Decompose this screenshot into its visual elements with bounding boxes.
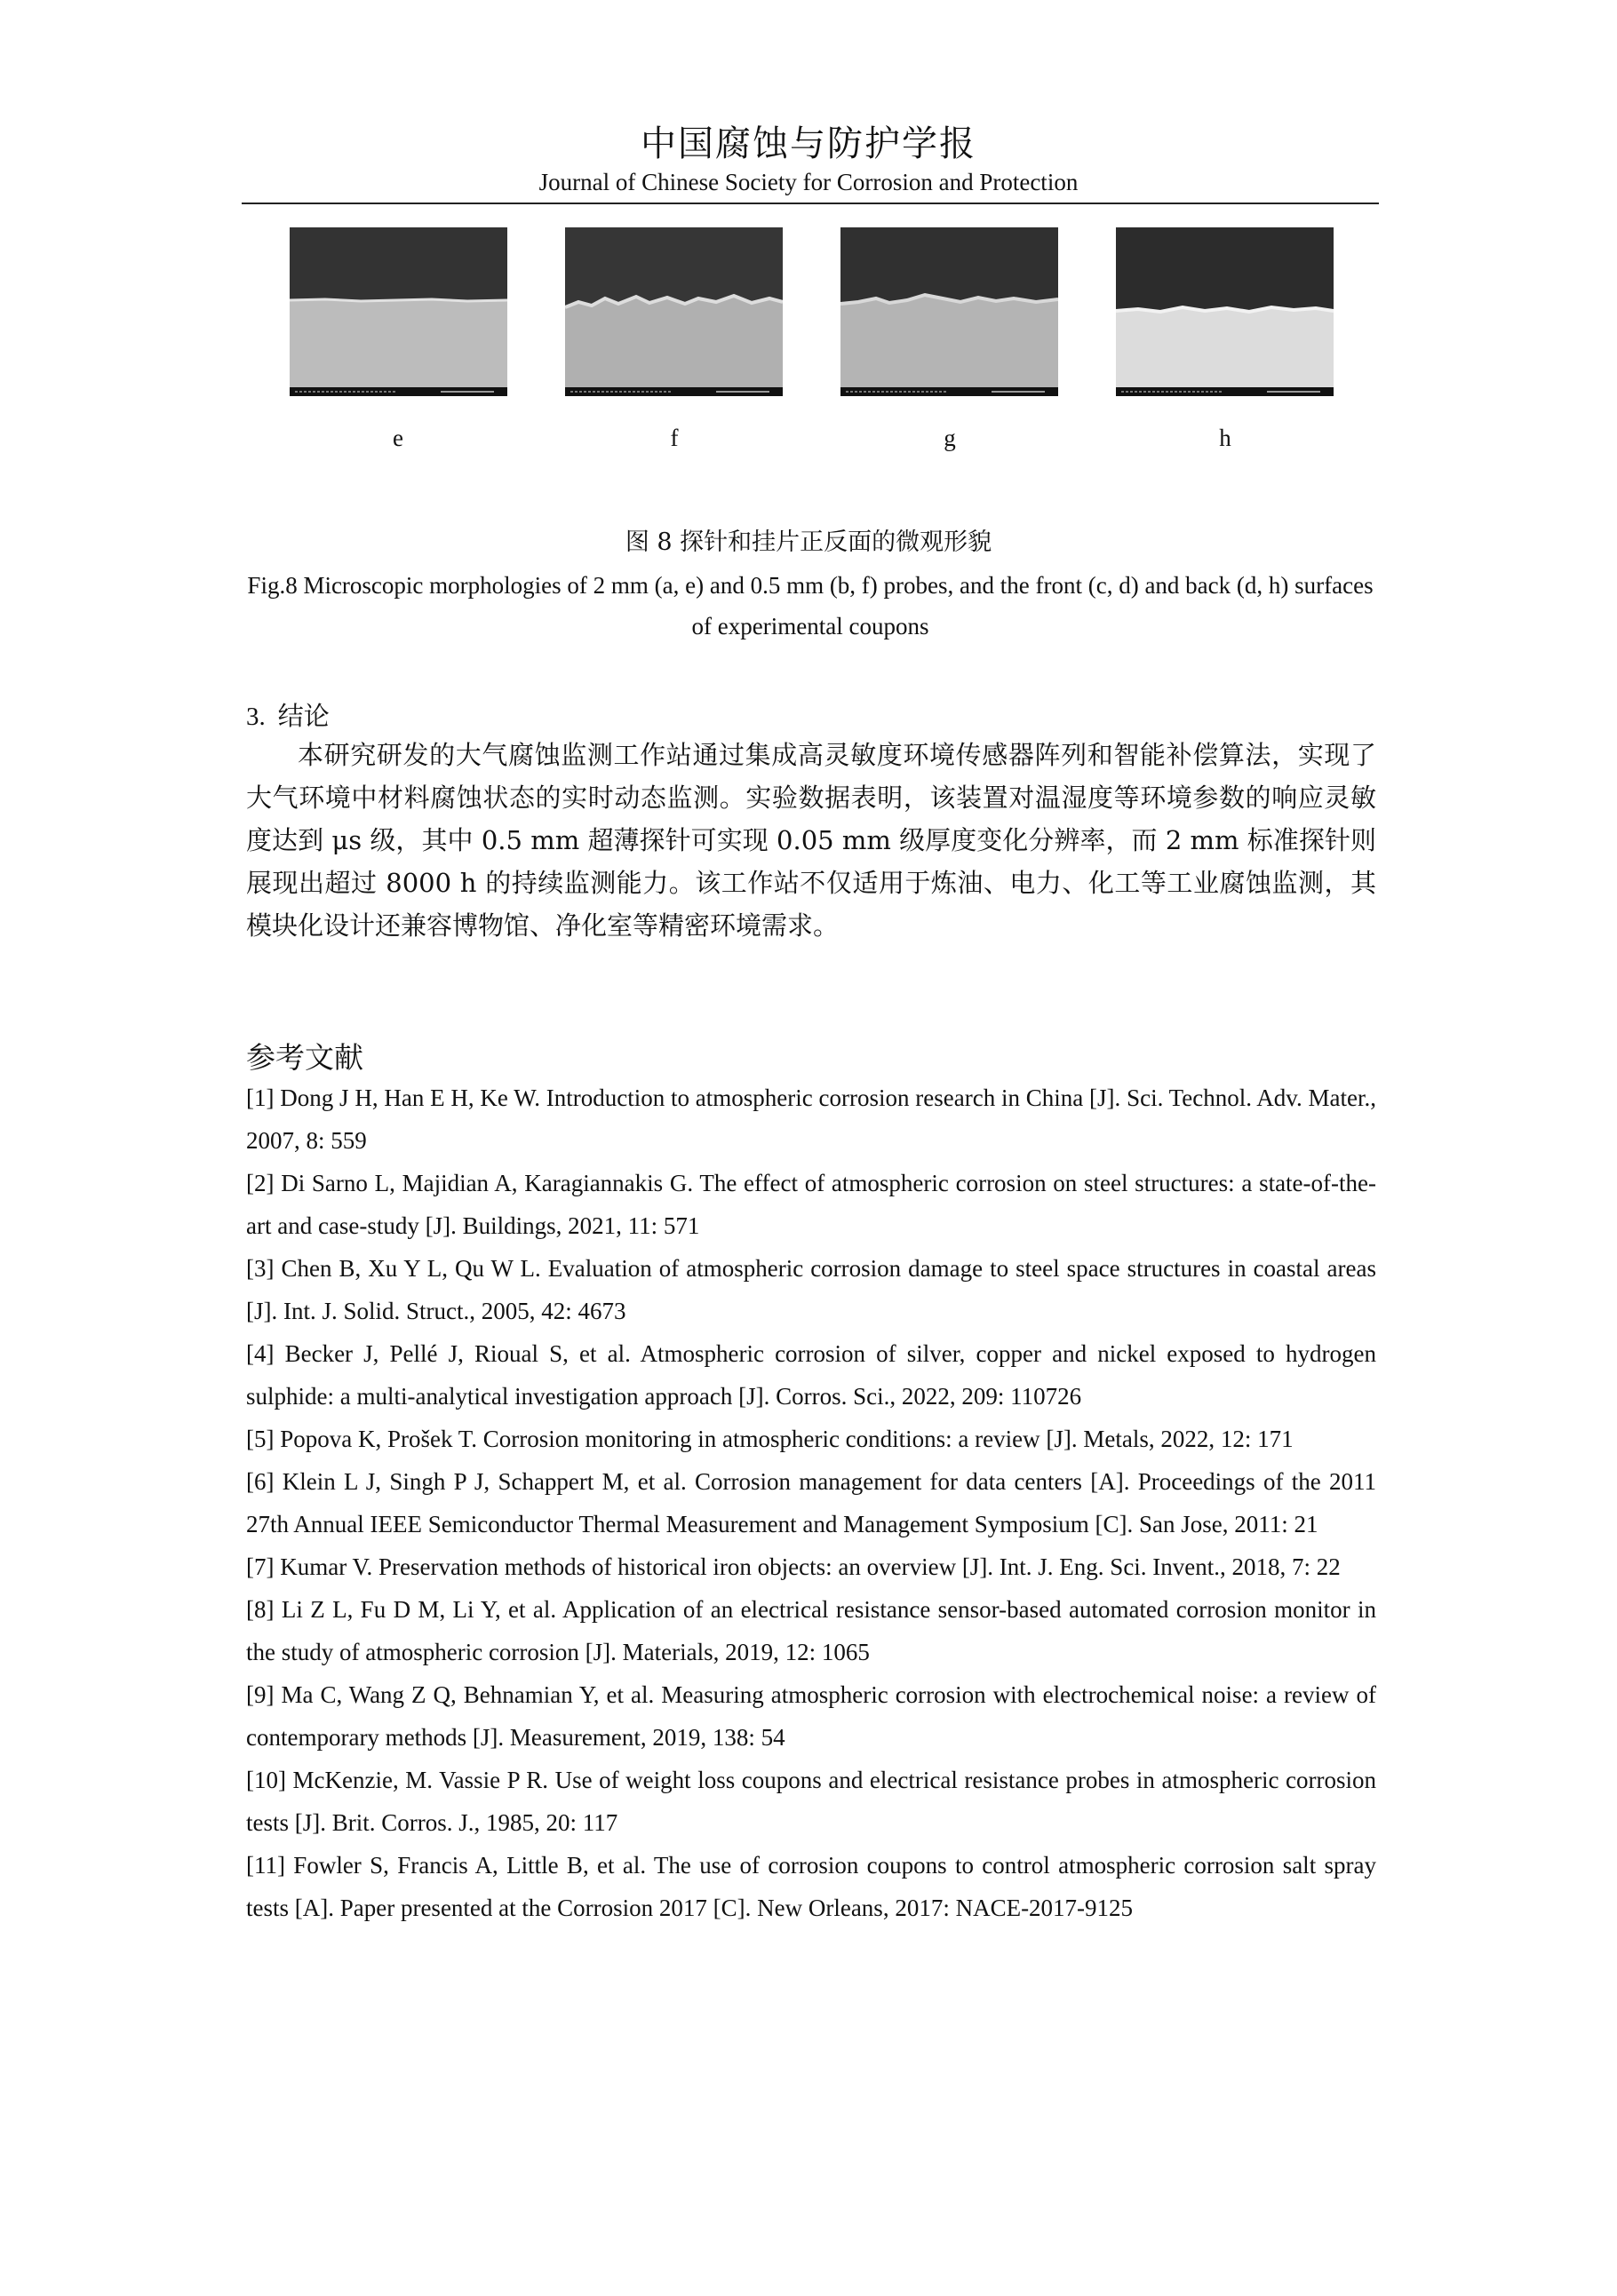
panel-label-h: h [1219,425,1231,451]
reference-item: [1] Dong J H, Han E H, Ke W. Introduction to atmospheric corrosion research in China [J]. Sci. Technol. Adv. Mater., 2007, 8: 559 [246,1084,1376,1154]
references-title: 参考文献 [246,1040,363,1075]
reference-item: [7] Kumar V. Preservation methods of historical iron objects: an overview [J]. Int. J. Eng. Sci. Invent., 2018, 7: 22 [246,1553,1341,1580]
reference-item: [9] Ma C, Wang Z Q, Behnamian Y, et al. Measuring atmospheric corrosion with electrochemical noise: a review of contemporary methods [J]. Measurement, 2019, 138: 54 [246,1681,1376,1751]
reference-item: [10] McKenzie, M. Vassie P R. Use of weight loss coupons and electrical resistance probes in atmospheric corrosion tests [J]. Brit. Corros. J., 1985, 20: 117 [246,1767,1376,1836]
section-title: 结论 [277,701,330,731]
section-heading [246,696,330,733]
reference-item: [11] Fowler S, Francis A, Little B, et al. The use of corrosion coupons to control atmospheric corrosion salt spray tests [A]. Paper presented at the Corrosion 2017 [C]. New Orleans, 2017: NACE-2017-9125 [246,1852,1376,1921]
references-list [246,1076,1376,1929]
reference-item: [8] Li Z L, Fu D M, Li Y, et al. Application of an electrical resistance sensor-based automated corrosion monitor in the study of atmospheric corrosion [J]. Materials, 2019, 12: 1065 [246,1596,1376,1665]
micrograph-panel-g [840,227,1058,396]
section-number: 3. [246,703,266,731]
reference-item: [2] Di Sarno L, Majidian A, Karagiannakis G. The effect of atmospheric corrosion on steel structures: a state-of-the-art and case-study [J]. Buildings, 2021, 11: 571 [246,1170,1376,1239]
reference-item: [6] Klein L J, Singh P J, Schappert M, et al. Corrosion management for data centers [A]. Proceedings of the 2011 27th Annual IEEE Semiconductor Thermal Measurement and Management Symposium [C]. San Jose, 2011: 21 [246,1468,1376,1537]
figure-caption-english: Fig.8 Microscopic morphologies of 2 mm (a, e) and 0.5 mm (b, f) probes, and the front (c, d) and back (d, h) surfaces of experimental coupons [247,572,1374,640]
header-rule [242,203,1379,204]
panel-label-f: f [670,425,679,451]
figure-caption-chinese: 图 8 探针和挂片正反面的微观形貌 [625,528,992,556]
reference-item: [4] Becker J, Pellé J, Rioual S, et al. Atmospheric corrosion of silver, copper and nickel exposed to hydrogen sulphide: a multi-analytical investigation approach [J]. Corros. Sci., 2022, 209: 110726 [246,1340,1376,1410]
journal-title-english: Journal of Chinese Society for Corrosion and Protection [538,169,1079,195]
micrograph-panel-h [1116,227,1334,396]
panel-label-e: e [393,425,403,451]
reference-item: [3] Chen B, Xu Y L, Qu W L. Evaluation of atmospheric corrosion damage to steel space structures in coastal areas [J]. Int. J. Solid. Struct., 2005, 42: 4673 [246,1255,1376,1324]
micrograph-panel-e [290,227,507,396]
micrograph-panel-f [565,227,783,396]
conclusion-paragraph: 本研究研发的大气腐蚀监测工作站通过集成高灵敏度环境传感器阵列和智能补偿算法，实现了大气环境中材料腐蚀状态的实时动态监测。实验数据表明，该装置对温湿度等环境参数的响应灵敏度达到 μs 级，其中 0.5 mm 超薄探针可实现 0.05 mm 级厚度变化分辨率，而 2 mm 标准探针则展现出超过 8000 h 的持续监测能力。该工作站不仅适用于炼油、电力、化工等工业腐蚀监测，其模块化设计还兼容博物馆、净化室等精密环境需求。 [246,740,1376,941]
reference-item: [5] Popova K, Prošek T. Corrosion monitoring in atmospheric conditions: a review [J]. Metals, 2022, 12: 171 [246,1426,1294,1452]
journal-title-chinese: 中国腐蚀与防护学报 [641,123,976,164]
panel-label-g: g [944,425,956,451]
